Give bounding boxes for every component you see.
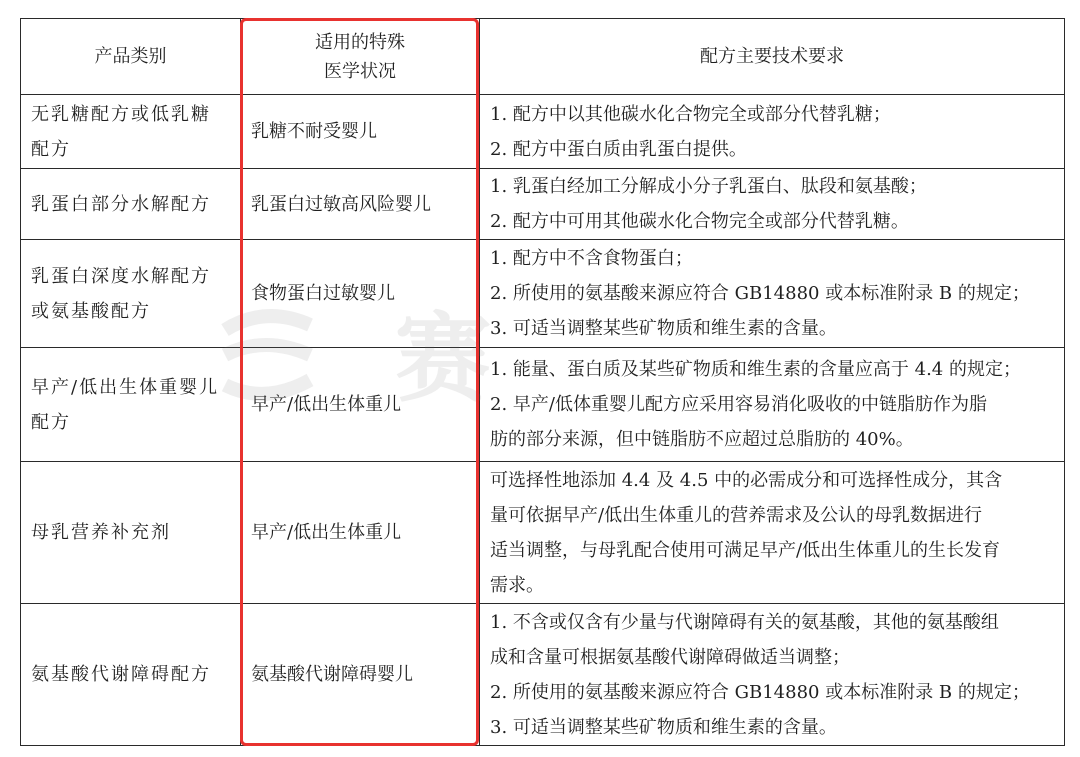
header-category: 产品类别 bbox=[21, 19, 241, 95]
table-row bbox=[21, 604, 1065, 746]
requirements-cell: 1. 配方中不含食物蛋白； 2. 所使用的氨基酸来源应符合 GB14880 或本标准附录 B 的规定； 3. 可适当调整某些矿物质和维生素的含量。 bbox=[480, 240, 1065, 348]
condition-cell: 早产/低出生体重儿 bbox=[241, 348, 480, 462]
condition-cell: 早产/低出生体重儿 bbox=[241, 462, 480, 604]
category-cell: 氨基酸代谢障碍配方 bbox=[21, 604, 241, 746]
table-row bbox=[21, 95, 1065, 169]
condition-cell: 乳蛋白过敏高风险婴儿 bbox=[241, 169, 480, 240]
header-row bbox=[21, 19, 1065, 95]
category-cell: 无乳糖配方或低乳糖 配方 bbox=[21, 95, 241, 169]
category-cell: 乳蛋白深度水解配方 或氨基酸配方 bbox=[21, 240, 241, 348]
watermark-text: 赛 bbox=[395, 303, 491, 410]
condition-cell: 食物蛋白过敏婴儿 bbox=[241, 240, 480, 348]
table-row bbox=[21, 348, 1065, 462]
formula-spec-table bbox=[20, 18, 1065, 746]
header-requirements: 配方主要技术要求 bbox=[480, 19, 1065, 95]
requirements-cell: 可选择性地添加 4.4 及 4.5 中的必需成分和可选择性成分，其含 量可依据早产/低出生体重儿的营养需求及公认的母乳数据进行 适当调整，与母乳配合使用可满足早产/低出生体重儿的生长发育 需求。 bbox=[480, 462, 1065, 604]
condition-cell: 乳糖不耐受婴儿 bbox=[241, 95, 480, 169]
table-row bbox=[21, 169, 1065, 240]
requirements-cell: 1. 不含或仅含有少量与代谢障碍有关的氨基酸，其他的氨基酸组 成和含量可根据氨基酸代谢障碍做适当调整； 2. 所使用的氨基酸来源应符合 GB14880 或本标准附录 B 的规定； 3. 可适当调整某些矿物质和维生素的含量。 bbox=[480, 604, 1065, 746]
condition-cell: 氨基酸代谢障碍婴儿 bbox=[241, 604, 480, 746]
requirements-cell: 1. 乳蛋白经加工分解成小分子乳蛋白、肽段和氨基酸； 2. 配方中可用其他碳水化合物完全或部分代替乳糖。 bbox=[480, 169, 1065, 240]
table-row bbox=[21, 462, 1065, 604]
category-cell: 母乳营养补充剂 bbox=[21, 462, 241, 604]
header-condition: 适用的特殊 医学状况 bbox=[241, 19, 480, 95]
requirements-cell: 1. 能量、蛋白质及某些矿物质和维生素的含量应高于 4.4 的规定； 2. 早产/低体重婴儿配方应采用容易消化吸收的中链脂肪作为脂 肪的部分来源，但中链脂肪不应超过总脂肪的 40%。 bbox=[480, 348, 1065, 462]
category-cell: 乳蛋白部分水解配方 bbox=[21, 169, 241, 240]
requirements-cell: 1. 配方中以其他碳水化合物完全或部分代替乳糖； 2. 配方中蛋白质由乳蛋白提供。 bbox=[480, 95, 1065, 169]
category-cell: 早产/低出生体重婴儿 配方 bbox=[21, 348, 241, 462]
table-row bbox=[21, 240, 1065, 348]
